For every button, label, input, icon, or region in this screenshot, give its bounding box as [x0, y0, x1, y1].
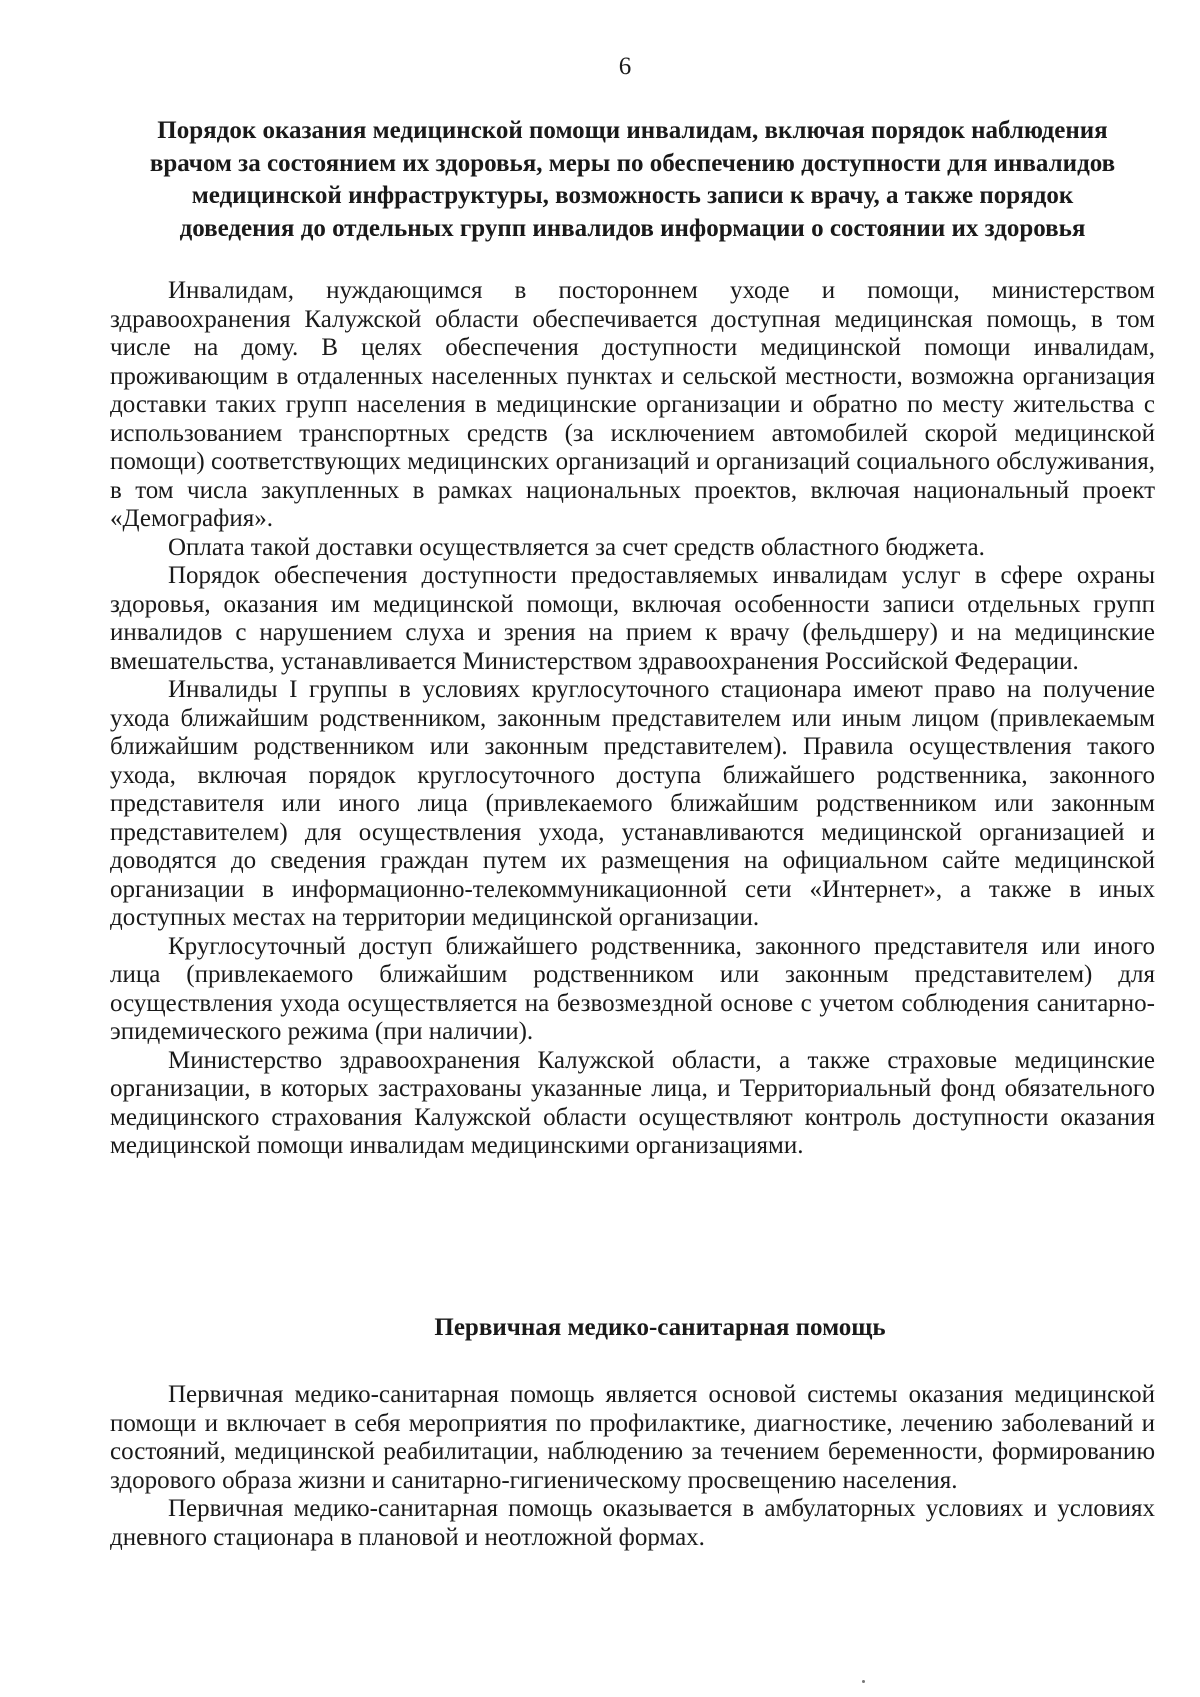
heading-line: медицинской инфраструктуры, возможность записи к врачу, а также порядок: [191, 182, 1074, 209]
paragraph: Круглосуточный доступ ближайшего родственника, законного представителя или иного лица (привлекаемого ближайшим родственником или законным представителем) для осуществления ухода осуществляется на безвозмездной основе с учетом соблюдения санитарно-эпидемического режима (при наличии).: [110, 932, 1155, 1045]
scan-speck: [862, 1680, 865, 1683]
paragraph: Оплата такой доставки осуществляется за счет средств областного бюджета.: [168, 533, 985, 561]
heading-line: врачом за состоянием их здоровья, меры по обеспечению доступности для инвалидов: [149, 149, 1116, 177]
section2-body: [110, 1381, 1155, 1552]
section-heading: [110, 115, 1155, 245]
paragraph: Первичная медико-санитарная помощь является основой системы оказания медицинской помощи и включает в себя мероприятия по профилактике, диагностике, лечению заболеваний и состояний, медицинской реабилитации, наблюдению за течением беременности, формированию здорового образа жизни и санитарно-гигиеническому просвещению населения.: [110, 1381, 1155, 1494]
page-number: 6: [618, 53, 632, 80]
paragraph: Министерство здравоохранения Калужской области, а также страховые медицинские организации, в которых застрахованы указанные лица, и Территориальный фонд обязательного медицинского страхования Калужской области осуществляют контроль доступности оказания медицинской помощи инвалидам медицинскими организациями.: [110, 1046, 1155, 1159]
paragraph: Порядок обеспечения доступности предоставляемых инвалидам услуг в сфере охраны здоровья, оказания им медицинской помощи, включая особенности записи отдельных групп инвалидов с нарушением слуха и зрения на прием к врачу (фельдшеру) и на медицинские вмешательства, устанавливается Министерством здравоохранения Российской Федерации.: [110, 562, 1155, 675]
paragraph: Первичная медико-санитарная помощь оказывается в амбулаторных условиях и условиях дневного стационара в плановой и неотложной формах.: [110, 1495, 1155, 1551]
paragraph: Инвалиды I группы в условиях круглосуточного стационара имеют право на получение ухода ближайшим родственником, законным представителем или иным лицом (привлекаемым ближайшим родственником или законным представителем). Правила осуществления такого ухода, включая порядок круглосуточного доступа ближайшего родственника, законного представителя или иного лица (привлекаемого ближайшим родственником или законным представителем) для осуществления ухода, устанавливаются медицинской организацией и доводятся до сведения граждан путем их размещения на официальном сайте медицинской организации в информационно-телекоммуникационной сети «Интернет», а также в иных доступных местах на территории медицинской организации.: [110, 676, 1155, 931]
heading-line: Порядок оказания медицинской помощи инвалидам, включая порядок наблюдения: [157, 117, 1108, 144]
paragraph: Инвалидам, нуждающимся в постороннем уходе и помощи, министерством здравоохранения Калужской области обеспечивается доступная медицинская помощь, в том числе на дому. В целях обеспечения доступности медицинской помощи инвалидам, проживающим в отдаленных населенных пунктах и сельской местности, возможна организация доставки таких групп населения в медицинские организации и обратно по месту жительства с использованием транспортных средств (за исключением автомобилей скорой медицинской помощи) соответствующих медицинских организаций и организаций социального обслуживания, в том числа закупленных в рамках национальных проектов, включая национальный проект «Демография».: [110, 277, 1155, 532]
section1-body: [110, 277, 1155, 1161]
heading-line: доведения до отдельных групп инвалидов информации о состоянии их здоровья: [179, 214, 1086, 242]
subsection-heading: Первичная медико-санитарная помощь: [434, 1314, 886, 1341]
